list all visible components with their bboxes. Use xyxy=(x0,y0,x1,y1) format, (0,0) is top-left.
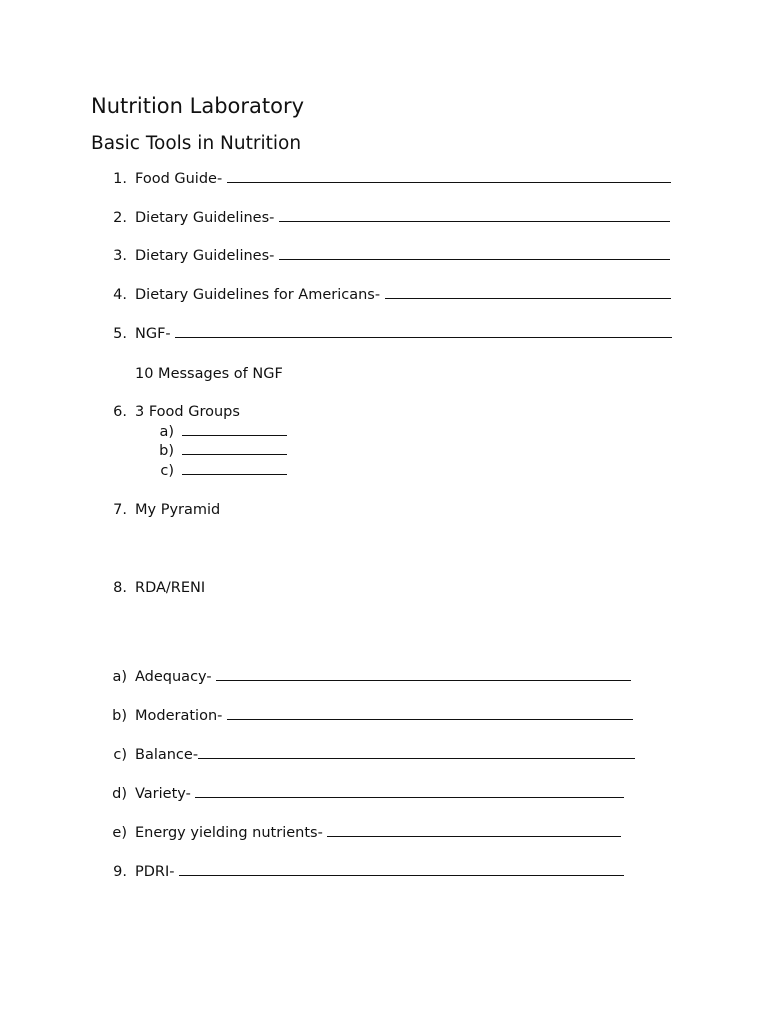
item-label: NGF- xyxy=(135,326,176,342)
item-number: 2. xyxy=(113,210,127,226)
item-label: Energy yielding nutrients- xyxy=(135,825,328,841)
item-number: 4. xyxy=(113,287,127,303)
answer-blank[interactable] xyxy=(182,422,287,436)
item-label: RDA/RENI xyxy=(135,580,206,596)
sub-item-letter: d) xyxy=(112,786,127,802)
item-label: Dietary Guidelines- xyxy=(135,248,279,264)
item-label: Dietary Guidelines for Americans- xyxy=(135,287,385,303)
answer-blank[interactable] xyxy=(198,745,635,759)
sub-item-letter: b) xyxy=(112,708,127,724)
answer-blank[interactable] xyxy=(327,823,621,837)
sub-item-letter: e) xyxy=(112,825,127,841)
item-label: Dietary Guidelines- xyxy=(135,210,279,226)
answer-blank[interactable] xyxy=(385,285,671,299)
answer-blank[interactable] xyxy=(227,169,671,183)
item-label: My Pyramid xyxy=(135,502,221,518)
sub-item-letter: a) xyxy=(112,669,127,685)
item-label: Balance- xyxy=(135,747,199,763)
answer-blank[interactable] xyxy=(279,208,670,222)
sub-item-letter: a) xyxy=(159,424,174,440)
answer-blank[interactable] xyxy=(182,461,287,475)
item-label: Moderation- xyxy=(135,708,227,724)
answer-blank[interactable] xyxy=(279,246,670,260)
item-label: Food Guide- xyxy=(135,171,227,187)
answer-blank[interactable] xyxy=(179,862,624,876)
item-label: Variety- xyxy=(135,786,196,802)
sub-item-letter: b) xyxy=(159,443,174,459)
item-number: 5. xyxy=(113,326,127,342)
sub-item-letter: c) xyxy=(113,747,127,763)
item-number: 6. xyxy=(113,404,127,420)
item-number: 8. xyxy=(113,580,127,596)
item-label: Adequacy- xyxy=(135,669,217,685)
item-number: 9. xyxy=(113,864,127,880)
answer-blank[interactable] xyxy=(216,667,631,681)
item-number: 1. xyxy=(113,171,127,187)
item-number: 7. xyxy=(113,502,127,518)
ngf-messages-note: 10 Messages of NGF xyxy=(135,366,283,382)
sub-item-letter: c) xyxy=(160,463,174,479)
page-subtitle: Basic Tools in Nutrition xyxy=(91,133,302,154)
item-number: 3. xyxy=(113,248,127,264)
answer-blank[interactable] xyxy=(195,784,624,798)
item-label: 3 Food Groups xyxy=(135,404,240,420)
answer-blank[interactable] xyxy=(227,706,633,720)
page-title: Nutrition Laboratory xyxy=(91,94,305,118)
answer-blank[interactable] xyxy=(175,324,672,338)
item-label: PDRI- xyxy=(135,864,180,880)
answer-blank[interactable] xyxy=(182,441,287,455)
